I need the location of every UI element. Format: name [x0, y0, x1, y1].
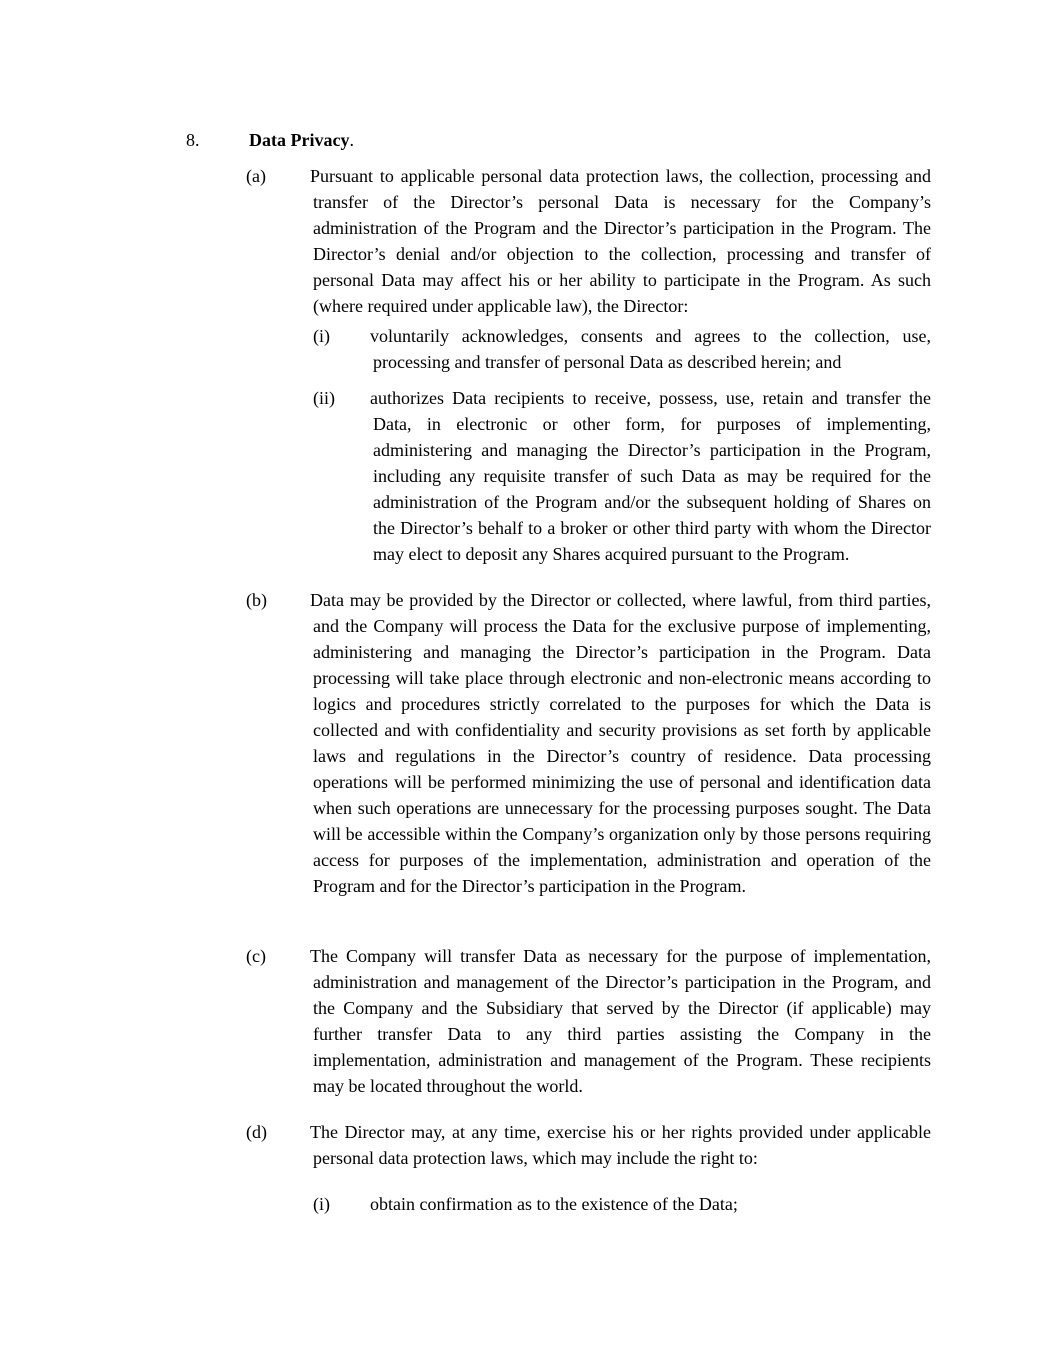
paragraph-a-item-ii	[313, 385, 931, 567]
paragraph-a-item-ii-text: authorizes Data recipients to receive, possess, use, retain and transfer the Data, in electronic or other form, for purposes of implementing, administering and managing the Director’s participation in the Program, including any requisite transfer of such Data as may be required for the administration of the Program and/or the subsequent holding of Shares on the Director’s behalf to a broker or other third party with whom the Director may elect to deposit any Shares acquired pursuant to the Program.	[370, 388, 931, 564]
paragraph-a-item-i	[313, 323, 931, 375]
paragraph-d-label: (d)	[246, 1122, 267, 1142]
section-title	[249, 127, 354, 153]
paragraph-a-item-ii-label: (ii)	[313, 388, 335, 408]
paragraph-d-item-i-text: obtain confirmation as to the existence of the Data;	[370, 1194, 738, 1214]
paragraph-c-text: The Company will transfer Data as necessary for the purpose of implementation, administration and management of the Director’s participation in the Program, and the Company and the Subsidiary that served by the Director (if applicable) may further transfer Data to any third parties assisting the Company in the implementation, administration and management of the Program. These recipients may be located throughout the world.	[310, 946, 931, 1096]
paragraph-a-item-i-text: voluntarily acknowledges, consents and agrees to the collection, use, processing and transfer of personal Data as described herein; and	[370, 326, 931, 372]
paragraph-a-item-i-label: (i)	[313, 326, 330, 346]
paragraph-b	[246, 587, 931, 899]
paragraph-c	[246, 943, 931, 1099]
section-title-period: .	[349, 130, 354, 150]
paragraph-b-text: Data may be provided by the Director or collected, where lawful, from third parties, and the Company will process the Data for the exclusive purpose of implementing, administering and managing the Director’s participation in the Program. Data processing will take place through electronic and non-electronic means according to logics and procedures strictly correlated to the purposes for which the Data is collected and with confidentiality and security provisions as set forth by applicable laws and regulations in the Director’s country of residence. Data processing operations will be performed minimizing the use of personal and identification data when such operations are unnecessary for the processing purposes sought. The Data will be accessible within the Company’s organization only by those persons requiring access for purposes of the implementation, administration and operation of the Program and for the Director’s participation in the Program.	[310, 590, 931, 896]
paragraph-c-label: (c)	[246, 946, 266, 966]
paragraph-a-label: (a)	[246, 166, 266, 186]
section-title-text: Data Privacy	[249, 130, 350, 150]
paragraph-a-text: Pursuant to applicable personal data protection laws, the collection, processing and transfer of the Director’s personal Data is necessary for the Company’s administration of the Program and the Director’s participation in the Program. The Director’s denial and/or objection to the collection, processing and transfer of personal Data may affect his or her ability to participate in the Program. As such (where required under applicable law), the Director:	[310, 166, 931, 316]
paragraph-b-label: (b)	[246, 590, 267, 610]
paragraph-a	[246, 163, 931, 319]
section-number: 8.	[186, 130, 200, 150]
paragraph-d-item-i-label: (i)	[313, 1194, 330, 1214]
paragraph-d-text: The Director may, at any time, exercise his or her rights provided under applicable personal data protection laws, which may include the right to:	[310, 1122, 931, 1168]
paragraph-d	[246, 1119, 931, 1171]
paragraph-d-item-i	[313, 1191, 931, 1217]
